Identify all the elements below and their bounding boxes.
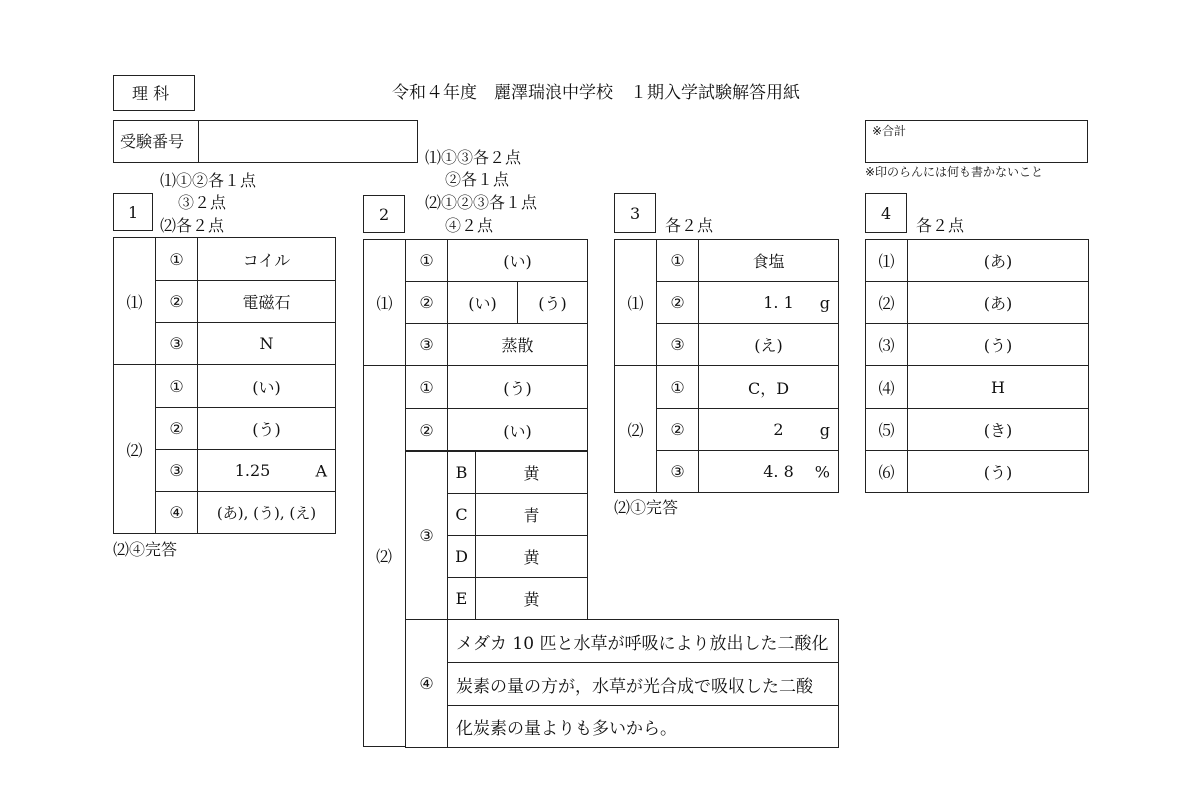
q2-2-2-answer: (い) (448, 409, 588, 452)
q2-points-1: ⑴①③各２点 (425, 148, 522, 167)
q2-part2-label-cell: ⑵ (363, 365, 406, 747)
q1-table: ⑴ ① コイル ② 電磁石 ③ N ⑵ ① (い) ② (う) ③ 1.25 A ④ (あ), (う), (え) (113, 237, 336, 534)
q3-2-3-answer: 4. 8 % (699, 451, 839, 493)
q2-points-4: ④２点 (445, 216, 494, 235)
q2-1-2-answer-b: (う) (518, 282, 588, 324)
q2-table-top: ⑴ ① (い) ② (い) (う) ③ 蒸散 (363, 239, 588, 366)
q2-2-4-line-1: メダカ 10 匹と水草が呼吸により放出した二酸化 (448, 620, 839, 663)
q4-table: ⑴ (あ) ⑵ (あ) ⑶ (う) ⑷ H ⑸ (き) ⑹ (う) (865, 239, 1089, 493)
q3-points: 各２点 (665, 216, 714, 235)
q4-3-answer: (う) (908, 324, 1089, 366)
q4-1-answer: (あ) (908, 240, 1089, 282)
q2-part1-label: ⑴ (364, 240, 406, 366)
exam-number-label: 受験番号 (120, 132, 185, 151)
q2-points-2: ②各１点 (445, 170, 510, 189)
q2-number-box: 2 (363, 195, 405, 233)
q2-part2-4 (405, 619, 839, 748)
q1-2-2-answer: (う) (198, 408, 336, 450)
q2-2-3-e-answer: 黄 (476, 578, 588, 620)
q3-1-3-answer: (え) (699, 324, 839, 366)
q2-2-3-label: ③ (406, 451, 448, 620)
q2-2-3-b-answer: 黄 (476, 451, 588, 494)
q3-1-2-answer: 1. 1 g (699, 282, 839, 324)
q4-6-answer: (う) (908, 451, 1089, 493)
q4-points: 各２点 (916, 216, 965, 235)
q2-1-2-answer-a: (い) (448, 282, 518, 324)
q3-part1-label: ⑴ (615, 240, 657, 366)
total-label: ※合計 (872, 124, 907, 138)
subject-box (113, 75, 195, 111)
q3-2-2-answer: 2 g (699, 409, 839, 451)
q1-2-1-answer: (い) (198, 365, 336, 408)
q3-table: ⑴ ① 食塩 ② 1. 1 g ③ (え) ⑵ ① C，D ② 2 g ③ 4. 8 % (614, 239, 839, 493)
q1-2-3-unit: A (315, 461, 327, 480)
q2-1-1-answer: (い) (448, 240, 588, 282)
page-title: 令和４年度 麗澤瑞浪中学校 １期入学試験解答用紙 (392, 83, 800, 103)
subject-label: 理 科 (132, 84, 170, 103)
q2-part2-3: ③ B 黄 C 青 D 黄 E 黄 (405, 450, 588, 620)
total-box[interactable] (865, 120, 1088, 163)
q1-points-1: ⑴①②各１点 (160, 171, 257, 190)
q2-2-4-label: ④ (406, 620, 448, 748)
q3-number-box: 3 (614, 193, 656, 233)
q1-points-2: ③２点 (178, 193, 227, 212)
q3-2-1-answer: C，D (699, 366, 839, 409)
q1-note: ⑵④完答 (113, 540, 178, 559)
q4-4-answer: H (908, 366, 1089, 409)
q3-part2-label: ⑵ (615, 366, 657, 493)
q2-2-4-line-3: 化炭素の量よりも多いから。 (448, 706, 839, 748)
q2-part2-12: ① (う) ② (い) (405, 365, 588, 452)
q2-2-4-line-2: 炭素の量の方が，水草が光合成で吸収した二酸 (448, 663, 839, 706)
q3-1-1-answer: 食塩 (699, 240, 839, 282)
total-note: ※印のらんには何も書かないこと (865, 165, 1044, 179)
exam-number-field[interactable] (200, 121, 415, 162)
q1-number-box: 1 (113, 193, 153, 231)
q4-5-answer: (き) (908, 409, 1089, 451)
q1-part1-label: ⑴ (114, 238, 156, 365)
q4-number-box: 4 (865, 193, 907, 233)
q1-part2-label: ⑵ (114, 365, 156, 534)
q1-points-3: ⑵各２点 (160, 216, 225, 235)
q4-2-answer: (あ) (908, 282, 1089, 324)
q3-note: ⑵①完答 (614, 498, 679, 517)
q2-points-3: ⑵①②③各１点 (425, 193, 538, 212)
q2-2-3-d-answer: 黄 (476, 536, 588, 578)
q2-2-1-answer: (う) (448, 366, 588, 409)
q1-1-3-answer: N (198, 323, 336, 365)
q1-1-1-answer: コイル (198, 238, 336, 281)
q1-2-4-answer: (あ), (う), (え) (198, 492, 336, 534)
q2-1-3-answer: 蒸散 (448, 324, 588, 366)
q1-1-2-answer: 電磁石 (198, 281, 336, 323)
exam-number-box (113, 120, 418, 163)
q2-2-3-c-answer: 青 (476, 494, 588, 536)
q1-2-3-answer: 1.25 A (198, 450, 336, 492)
